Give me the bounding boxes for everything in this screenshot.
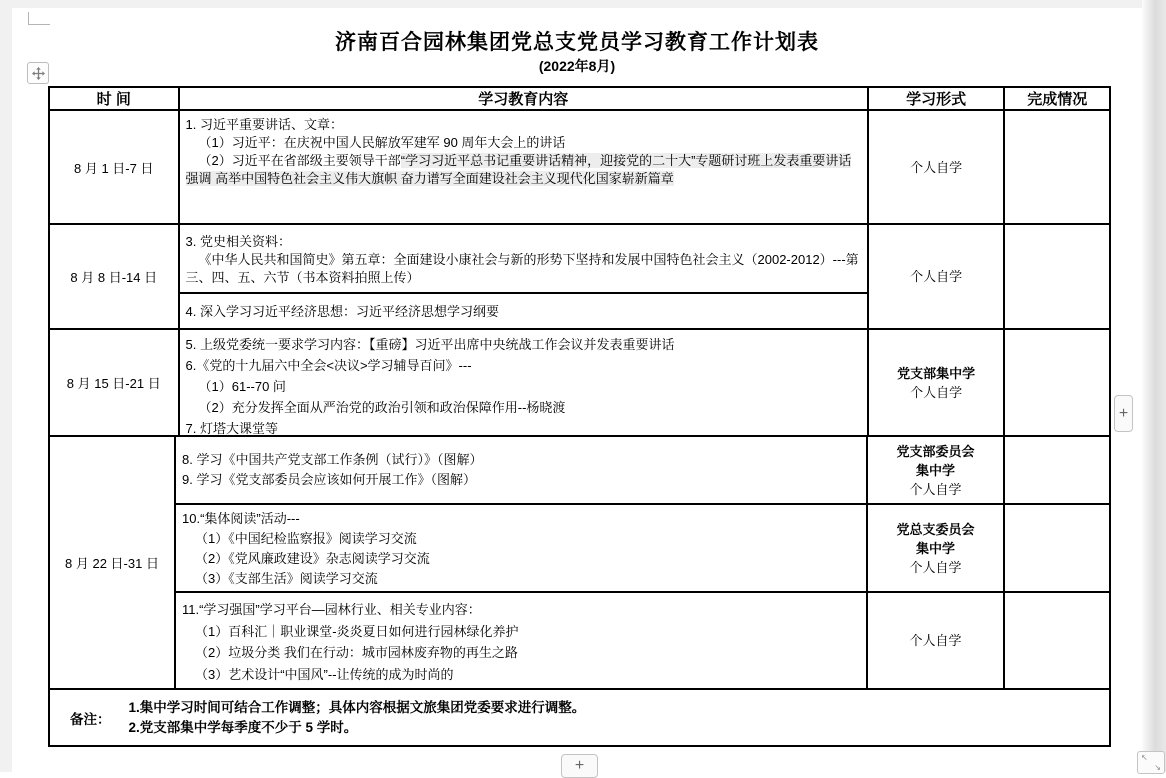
content-line: 5. 上级党委统一要求学习内容：【重磅】习近平出席中央统战工作会议并发表重要讲话 [185, 337, 675, 352]
resize-arrow-se-icon: ↘ [1154, 763, 1161, 772]
table-resize-handle[interactable] [1137, 751, 1165, 774]
content-line: 9. 学习《党支部委员会应该如何开展工作》（图解） [182, 472, 476, 487]
content-line: 1. 习近平重要讲话、文章： [185, 117, 343, 132]
content-line: （2）《党风廉政建设》杂志阅读学习交流 [195, 551, 430, 566]
week4-form-cell-2[interactable] [868, 505, 1005, 591]
content-line: （1）习近平：在庆祝中国人民解放军建军 90 周年大会上的讲话 [198, 135, 566, 150]
week4-subrow-2 [176, 505, 1109, 593]
week2-time-cell[interactable]: 8 月 8 日-14 日 [50, 225, 180, 328]
content-line: （2）充分发挥全面从严治党的政治引领和政治保障作用--杨晓渡 [198, 400, 566, 415]
week1-form-cell[interactable] [869, 111, 1005, 223]
header-form: 学习形式 [869, 88, 1005, 109]
week4-content-cell-2[interactable] [176, 505, 868, 591]
workspace-strip-top [0, 0, 1166, 8]
week3-form-cell[interactable] [869, 330, 1005, 435]
table-row-week4 [50, 437, 1109, 690]
form-label-bold: 党支部集中学 [897, 365, 976, 381]
paragraph-prefix: （2）习近平在省部级主要领导干部 [198, 153, 401, 168]
form-label: 个人自学 [910, 384, 963, 400]
study-plan-table [48, 86, 1111, 747]
week4-subrow-1 [176, 437, 1109, 505]
week3-status-cell[interactable] [1005, 330, 1109, 435]
content-line: （3）《支部生活》阅读学习交流 [195, 571, 378, 586]
form-label-bold: 集中学 [915, 540, 955, 556]
content-line: （3）艺术设计“中国风”--让传统的成为时尚的 [195, 666, 454, 682]
week2-status-cell[interactable] [1005, 225, 1109, 328]
content-paragraph [186, 152, 859, 188]
week4-subrows [176, 437, 1109, 688]
week2-content-cell-2[interactable] [180, 294, 867, 328]
resize-arrow-nw-icon: ↖ [1141, 753, 1148, 762]
notes-label: 备注： [70, 711, 111, 727]
content-line: 4. 深入学习习近平经济思想：习近平经济思想学习纲要 [185, 304, 499, 320]
content-line: （1）百科汇｜职业课堂-炎炎夏日如何进行园林绿化养护 [195, 623, 519, 639]
week2-content-column [180, 225, 869, 328]
form-label: 个人自学 [909, 633, 962, 648]
week4-form-cell-3[interactable] [868, 593, 1005, 688]
content-line: 8. 学习《中国共产党支部工作条例（试行）》（图解） [182, 452, 483, 467]
form-label-bold: 集中学 [915, 462, 955, 478]
week4-content-cell-3[interactable] [176, 593, 868, 688]
form-label: 个人自学 [909, 559, 962, 575]
week1-content-cell[interactable] [180, 111, 869, 223]
form-label: 个人自学 [910, 159, 963, 175]
notes-cell[interactable] [50, 690, 1109, 745]
notes-lines [129, 698, 586, 738]
header-time: 时 间 [50, 88, 180, 109]
week4-status-cell-3[interactable] [1005, 593, 1109, 688]
week4-form-cell-1[interactable] [868, 437, 1005, 503]
content-line: （2）垃圾分类 我们在行动：城市园林废弃物的再生之路 [195, 645, 518, 660]
week1-status-cell[interactable] [1005, 111, 1109, 223]
week4-status-cell-2[interactable] [1005, 505, 1109, 591]
content-line: 10.“集体阅读”活动--- [182, 511, 300, 526]
week3-time-cell[interactable]: 8 月 15 日-21 日 [50, 330, 180, 435]
form-label: 个人自学 [910, 269, 963, 284]
form-label-bold: 党总支委员会 [896, 521, 975, 537]
table-row-week2 [50, 225, 1109, 330]
content-line: 11.“学习强国”学习平台—园林行业、相关专业内容： [182, 602, 481, 617]
header-content: 学习教育内容 [180, 88, 869, 109]
week4-time-cell[interactable]: 8 月 22 日-31 日 [50, 437, 176, 688]
week4-subrow-3 [176, 593, 1109, 688]
week3-content-cell[interactable] [180, 330, 869, 435]
form-label-bold: 党支部委员会 [896, 443, 975, 459]
content-paragraph: 《中华人民共和国简史》第五章：全面建设小康社会与新的形势下坚持和发展中国特色社会主义（2002-2012）---第三、四、五、六节（书本资料拍照上传） [185, 252, 859, 285]
content-line: 6.《党的十九届六中全会<决议>学习辅导百问》--- [185, 358, 472, 373]
page-margin-corner-mark [28, 12, 50, 25]
document-title: 济南百合园林集团党总支党员学习教育工作计划表 [335, 31, 819, 54]
notes-line-2: 2.党支部集中学每季度不少于 5 学时。 [128, 719, 358, 735]
week4-status-cell-1[interactable] [1005, 437, 1109, 503]
week4-content-cell-1[interactable] [176, 437, 868, 503]
content-line: 3. 党史相关资料： [185, 234, 291, 249]
workspace-strip-left [0, 0, 12, 772]
add-column-button[interactable]: + [1114, 395, 1133, 432]
form-label: 个人自学 [909, 481, 962, 497]
table-header-row [50, 88, 1109, 111]
header-status: 完成情况 [1027, 91, 1088, 108]
highlighted-text: “学习习近平总书记重要讲话精神，迎接党的二十大”专题研讨班上发表重要讲话强调 高举中国特色社会主义伟大旗帜 奋力谱写全面建设社会主义现代化国家崭新篇章 [185, 153, 852, 186]
add-row-button[interactable]: + [561, 754, 598, 778]
table-row-notes [50, 690, 1109, 745]
table-row-week1 [50, 111, 1109, 225]
workspace-scroll-area[interactable] [1142, 0, 1166, 772]
content-line: （1）61--70 问 [198, 379, 286, 394]
notes-line-1: 1.集中学习时间可结合工作调整；具体内容根据文旅集团党委要求进行调整。 [128, 699, 586, 715]
week2-content-cell-1[interactable] [180, 225, 867, 294]
document-subtitle: (2022年8月) [538, 58, 616, 74]
week2-form-cell[interactable] [869, 225, 1005, 328]
content-line: 7. 灯塔大课堂等 [185, 421, 278, 435]
week1-time-cell[interactable]: 8 月 1 日-7 日 [50, 111, 180, 223]
content-line: （1）《中国纪检监察报》阅读学习交流 [195, 531, 417, 546]
table-row-week3 [50, 330, 1109, 437]
